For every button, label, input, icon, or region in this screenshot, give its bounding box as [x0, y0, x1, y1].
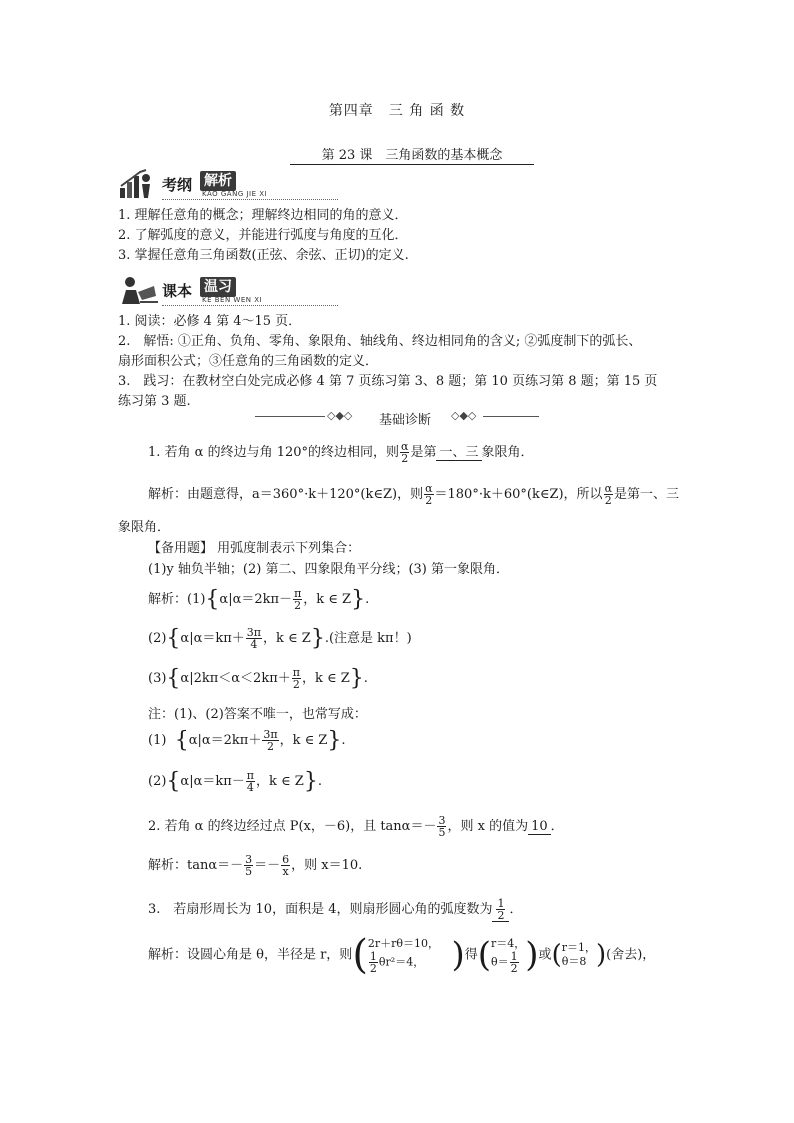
backup-title: 【备用题】 用弧度制表示下列集合：	[148, 541, 361, 556]
fraction: $\frac{1}{2}$	[369, 949, 377, 975]
banner-subtitle: KE BEN WEN XI	[202, 296, 263, 304]
review-line: 3. 践习：在教材空白处完成必修 4 第 7 页练习第 3、8 题；第 10 页练习第 8 题；第 15 页	[118, 374, 658, 389]
review-line: 2. 解悟: ①正角、负角、零角、象限角、轴线角、终边相同角的含义; ②弧度制下的弧长、	[118, 334, 642, 349]
solution-1: 解析：由题意得，a＝360°·k＋120°(k∈Z)，则 $\frac{\alpha}{2}$ ＝180°·k＋60°(k∈Z)，所以 $\frac{\alpha}{2}$ 是第一、三	[148, 482, 680, 507]
review-line: 练习第 3 题.	[118, 394, 191, 409]
fraction: $\frac{6}{x}$	[282, 853, 290, 878]
section-title: 基础诊断	[379, 413, 432, 428]
answer-blank: 一、三	[436, 441, 481, 461]
backup-solution-3: (3){α|2kπ＜α＜2kπ＋ $\frac{\pi}{2}$ ，k ∈ Z}.	[148, 666, 368, 691]
section-divider	[255, 407, 539, 427]
syllabus-item: 2. 了解弧度的意义，并能进行弧度与角度的互化．	[118, 228, 408, 243]
fraction: $\frac{3\pi}{2}$	[263, 728, 278, 753]
fraction: $\frac{3\pi}{4}$	[246, 626, 262, 651]
solution-1-cont: 象限角．	[118, 520, 171, 535]
backup-note: 注：(1)、(2)答案不唯一，也常写成：	[148, 707, 367, 722]
question-1: 1. 若角 α 的终边与角 120°的终边相同，则 $\frac{\alpha}{2}$ 是第 一、三 象限角．	[148, 440, 534, 465]
solution-2: 解析：tanα＝－ $\frac{3}{5}$ ＝－ $\frac{6}{x}$ ，则 x＝10.	[148, 853, 363, 878]
question-2: 2. 若角 α 的终边经过点 P(x，－6)，且 tanα＝－ $\frac{3}{5}$ ，则 x 的值为 10 ．	[148, 814, 564, 839]
banner-rule	[162, 305, 338, 306]
banner-title: 课本	[162, 282, 193, 300]
fraction: $\frac{\alpha}{2}$	[401, 440, 409, 465]
solution-3: 解析：设圆心角是 θ，半径是 r，则( 2r＋rθ＝10， $\frac{1}{2}$ θr²＝4， )得( r＝4， θ＝ $\frac{1}{2}$ )或( r＝1， θ＝8 )(舍去)，	[148, 932, 656, 978]
fraction: $\frac{1}{2}$	[510, 949, 518, 975]
fraction: $\frac{\pi}{4}$	[246, 769, 255, 794]
backup-note-1: (1) {α|α＝2kπ＋ $\frac{3\pi}{2}$ ，k ∈ Z}.	[148, 728, 346, 753]
review-line: 1. 阅读：必修 4 第 4～15 页．	[118, 314, 302, 329]
banner-title: 考纲	[162, 176, 193, 194]
banner-box: 解析	[200, 171, 236, 191]
banner-subtitle: KAO GANG JIE XI	[202, 190, 268, 198]
equation-system: r＝4， θ＝ $\frac{1}{2}$	[491, 936, 526, 975]
fraction: $\frac{1}{2}$	[497, 897, 505, 922]
question-3: 3. 若扇形周长为 10，面积是 4，则扇形圆心角的弧度数为 $\frac{1}{2}$ ．	[148, 897, 523, 922]
fraction: $\frac{\alpha}{2}$	[604, 482, 612, 507]
answer-blank	[492, 898, 509, 922]
fraction: $\frac{\alpha}{2}$	[425, 482, 433, 507]
ornament-icon: ◇◆◇	[451, 409, 477, 422]
syllabus-item: 1. 理解任意角的概念；理解终边相同的角的意义．	[118, 208, 408, 223]
equation-system: r＝1， θ＝8	[561, 941, 596, 968]
fraction: $\frac{\pi}{2}$	[294, 587, 302, 612]
banner-box: 温习	[200, 277, 236, 297]
review-line: 扇形面积公式；③任意角的三角函数的定义．	[118, 354, 379, 369]
answer-blank: 10	[528, 819, 551, 835]
syllabus-item: 3. 掌握任意角三角函数(正弦、余弦、正切)的定义.	[118, 248, 409, 263]
reader-icon	[118, 274, 162, 306]
fraction: $\frac{3}{5}$	[245, 853, 253, 878]
lesson-title: 第 23 课 三角函数的基本概念	[290, 144, 534, 165]
banner-rule	[162, 199, 338, 200]
ornament-icon: ◇◆◇	[327, 409, 353, 422]
fraction: $\frac{\pi}{2}$	[292, 666, 300, 691]
syllabus-banner	[118, 168, 338, 202]
backup-items: (1)y 轴负半轴；(2) 第二、四象限角平分线；(3) 第一象限角．	[148, 562, 509, 577]
backup-solution-1: 解析：(1){α|α＝2kπ－ $\frac{\pi}{2}$ ，k ∈ Z}.	[148, 587, 370, 612]
equation-system: 2r＋rθ＝10， $\frac{1}{2}$ θr²＝4，	[367, 936, 440, 975]
chapter-title: 第四章 三 角 函 数	[328, 103, 466, 119]
fraction: $\frac{3}{5}$	[438, 814, 446, 839]
backup-solution-2: (2){α|α＝kπ＋ $\frac{3\pi}{4}$ ，k ∈ Z}.(注意是 kπ！)	[148, 626, 412, 651]
chart-arrow-icon	[118, 168, 162, 200]
backup-note-2: (2){α|α＝kπ－ $\frac{\pi}{4}$ ，k ∈ Z}.	[148, 769, 322, 794]
review-banner	[118, 274, 338, 308]
